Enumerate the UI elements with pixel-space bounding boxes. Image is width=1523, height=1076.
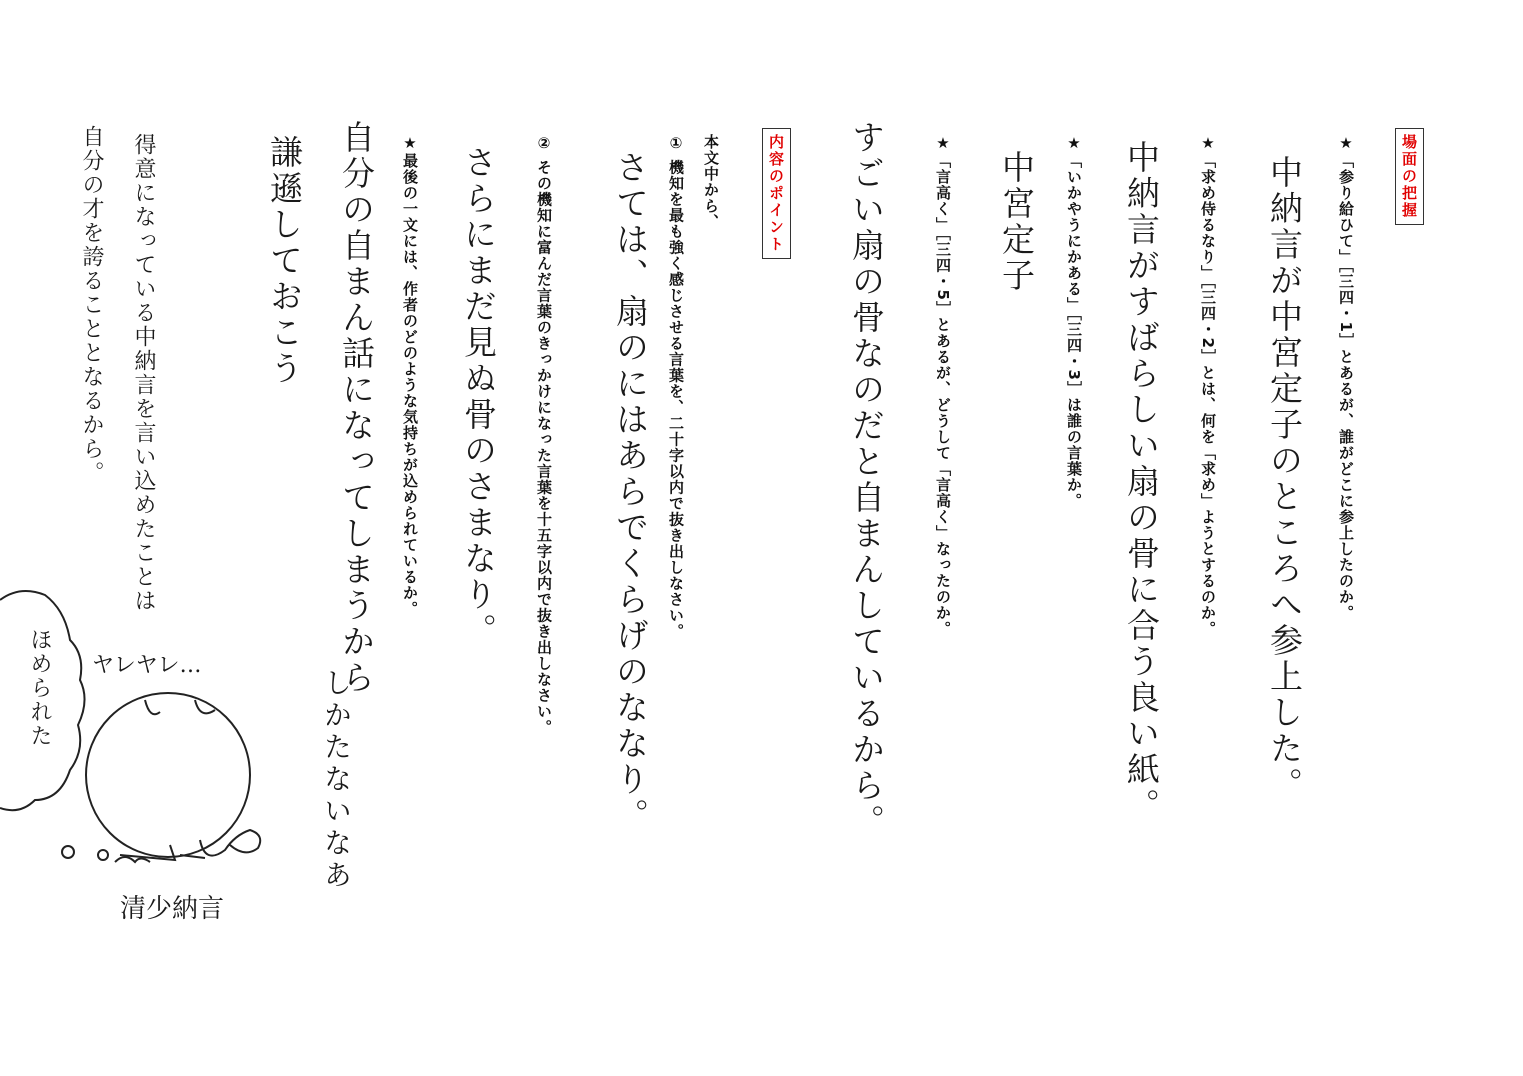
character-name-label: 清少納言 [120,894,225,924]
point-2-question: ② その機知に富んだ言葉のきっかけになった言葉を十五字以内で抜き出しなさい。 [535,134,553,736]
character-face [86,693,250,857]
doodle-dot-1 [62,846,74,858]
question-3: ★「いかやうにかある」［三四・3］は誰の言葉か。 [1065,134,1083,509]
doodle-dot-2 [98,850,108,860]
section-label-points: 内容のポイント [762,128,791,259]
question-1: ★「参り給ひて」［三四・1］とあるが、誰がどこに参上したのか。 [1337,134,1355,621]
question-4: ★「言高く」［三四・5］とあるが、どうして「言高く」なったのか。 [934,134,952,637]
thought-text-shikatanai: しかたないなあ [320,668,353,892]
left-eye [145,700,160,714]
answer-1: 中納言が中宮定子のところへ参上した。 [1265,155,1304,803]
hair-strands [120,830,260,860]
question-2: ★「求め侍るなり」［三四・2］とは、何を「求め」ようとするのか。 [1199,134,1217,637]
thought-text-yareyare: ヤレヤレ… [92,653,202,678]
answer-3: 中宮定子 [997,150,1036,294]
point-3-answer-line-3: 得意になっている中納言を言い込めたことは [131,133,156,613]
point-3-answer-line-1: 自分の自まん話になってしまうから [337,120,376,696]
section-label-scene: 場面の把握 [1395,128,1424,225]
point-1-answer: さては、扇のにはあらでくらげのななり。 [611,150,650,834]
points-intro: 本文中から、 [702,134,720,230]
point-2-answer: さらにまだ見ぬ骨のさまなり。 [459,145,498,649]
answer-4: すごい扇の骨なのだと自まんしているから。 [847,120,886,840]
answer-2: 中納言がすばらしい扇の骨に合う良い紙。 [1122,140,1161,824]
bubble-text-homerareta: ほめられた [27,628,52,748]
point-3-question: ★最後の一文には、作者のどのような気持ちが込められているか。 [401,134,419,617]
point-1-question: ① 機知を最も強く感じさせる言葉を、二十字以内で抜き出しなさい。 [667,134,685,640]
point-3-answer-line-2: 謙遜しておこう [265,135,304,387]
point-3-answer-line-4: 自分の才を誇ることとなるから。 [79,125,104,485]
